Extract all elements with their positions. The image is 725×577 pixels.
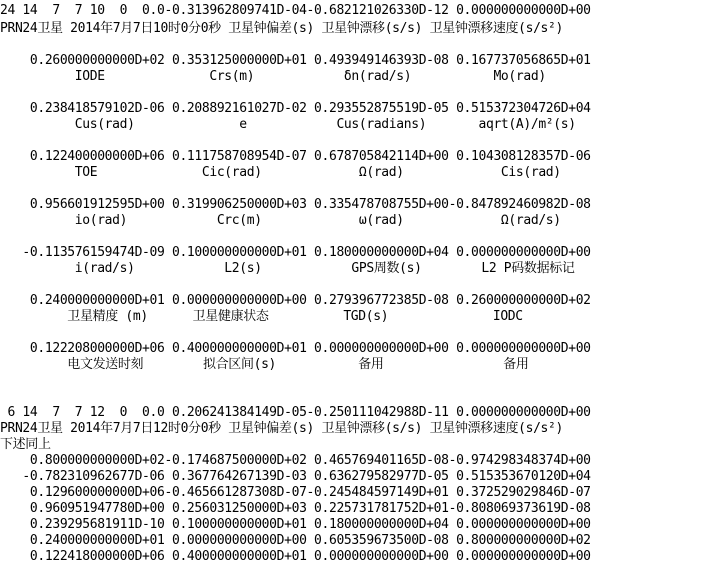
orbit-1-labels-line: IODE Crs(m) δn(rad/s) Mo(rad) [0,69,546,84]
epoch-1-header-line: 24 14 7 7 10 0 0.0-0.313962809741D-04-0.682121026330D-12 0.000000000000D+00 [0,3,591,18]
epoch-2-orbit-3-line: 0.129600000000D+06-0.465661287308D-07-0.245484597149D+01 0.372529029846D-07 [0,485,591,500]
orbit-5-labels-line: i(rad/s) L2(s) GPS周数(s) L2 P码数据标记 [0,261,575,276]
orbit-2-labels-line: Cus(rad) e Cus(radians) aqrt(A)/m²(s) [0,117,576,132]
epoch-2-orbit-2-line: -0.782310962677D-06 0.367764267139D-03 0.636279582977D-05 0.515353670120D+04 [0,469,591,484]
orbit-6-values-line: 0.240000000000D+01 0.000000000000D+00 0.279396772385D-08 0.260000000000D+02 [0,293,591,308]
orbit-3-values-line: 0.122400000000D+06 0.111758708954D-07 0.678705842114D+00 0.104308128357D-06 [0,149,591,164]
orbit-4-labels-line: io(rad) Crc(m) ω(rad) Ω(rad/s) [0,213,561,228]
orbit-5-values-line: -0.113576159474D-09 0.100000000000D+01 0.180000000000D+04 0.000000000000D+00 [0,245,591,260]
orbit-3-labels-line: TOE Cic(rad) Ω(rad) Cis(rad) [0,165,561,180]
orbit-7-values-line: 0.122208000000D+06 0.400000000000D+01 0.000000000000D+00 0.000000000000D+00 [0,341,591,356]
epoch-2-orbit-5-line: 0.239295681911D-10 0.100000000000D+01 0.180000000000D+04 0.000000000000D+00 [0,517,591,532]
epoch-2-orbit-4-line: 0.960951947780D+00 0.256031250000D+03 0.225731781752D+01-0.808069373619D-08 [0,501,591,516]
orbit-6-labels-line: 卫星精度 (m) 卫星健康状态 TGD(s) IODC [0,309,523,324]
orbit-1-values-line: 0.260000000000D+02 0.353125000000D+01 0.493949146393D-08 0.167737056865D+01 [0,53,591,68]
orbit-2-values-line: 0.238418579102D-06 0.208892161027D-02 0.293552875519D-05 0.515372304726D+04 [0,101,591,116]
epoch-2-orbit-6-line: 0.240000000000D+01 0.000000000000D+00 0.605359673500D-08 0.800000000000D+02 [0,533,591,548]
epoch-2-orbit-7-line: 0.122418000000D+06 0.400000000000D+01 0.000000000000D+00 0.000000000000D+00 [0,549,591,564]
same-as-above-note: 下述同上 [0,437,51,452]
epoch-2-header-line: 6 14 7 7 12 0 0.0 0.206241384149D-05-0.250111042988D-11 0.000000000000D+00 [0,405,591,420]
epoch-2-orbit-1-line: 0.800000000000D+02-0.174687500000D+02 0.465769401165D-08-0.974298348374D+00 [0,453,591,468]
epoch-2-caption-line: PRN24卫星 2014年7月7日12时0分0秒 卫星钟偏差(s) 卫星钟漂移(s/s) 卫星钟漂移速度(s/s²) [0,421,563,436]
orbit-4-values-line: 0.956601912595D+00 0.319906250000D+03 0.335478708755D+00-0.847892460982D-08 [0,197,591,212]
orbit-7-labels-line: 电文发送时刻 拟合区间(s) 备用 备用 [0,357,529,372]
epoch-1-caption-line: PRN24卫星 2014年7月7日10时0分0秒 卫星钟偏差(s) 卫星钟漂移(s/s) 卫星钟漂移速度(s/s²) [0,21,563,36]
